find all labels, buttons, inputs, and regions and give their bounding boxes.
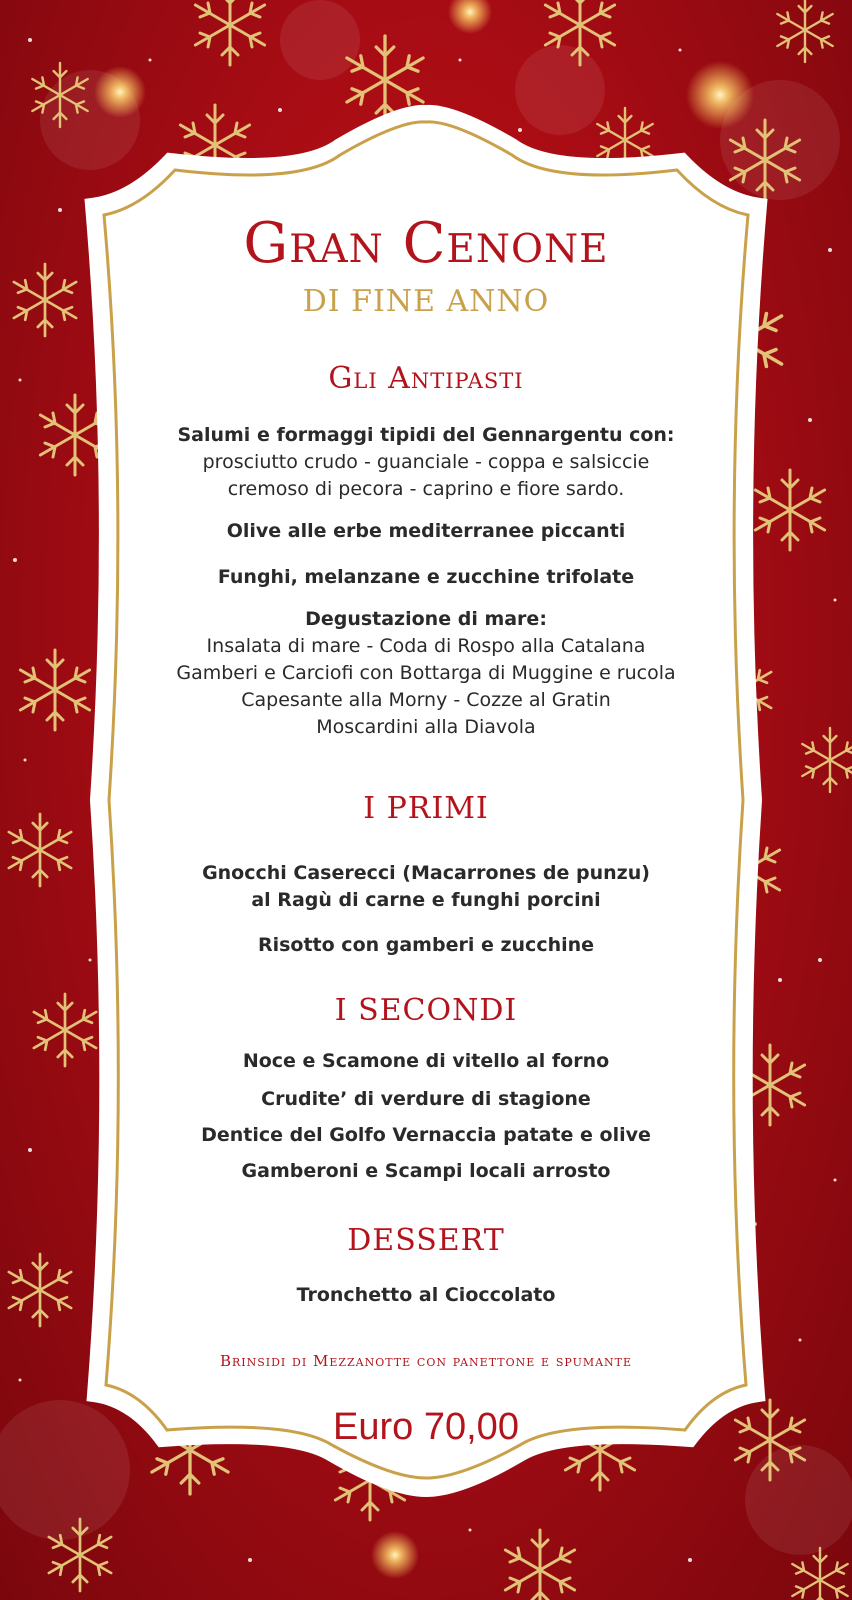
footer-note: Brinsidi di Mezzanotte con panettone e spumante	[219, 1352, 633, 1370]
section-heading-primi: I PRIMI	[363, 791, 489, 826]
section-heading-antipasti: Gli Antipasti	[328, 361, 524, 396]
dish-title: Crudite’ di verdure di stagione	[261, 1088, 591, 1110]
dish-title: Degustazione di mare:	[305, 608, 547, 630]
dish-title: Risotto con gamberi e zucchine	[257, 934, 595, 956]
dish-description: Insalata di mare - Coda di Rospo alla Catalana	[206, 635, 646, 657]
dish-title: al Ragù di carne e funghi porcini	[251, 889, 601, 911]
dessert-dish-tronchetto	[90, 1282, 762, 1309]
primi-dish-gnocchi	[90, 860, 762, 914]
antipasti-dish-funghi	[90, 564, 762, 591]
dish-title: Olive alle erbe mediterranee piccanti	[226, 520, 626, 542]
dish-title: Gnocchi Caserecci (Macarrones de punzu)	[202, 862, 650, 884]
menu-title: Gran Cenone	[243, 211, 609, 276]
antipasti-dish-olive	[90, 518, 762, 545]
dish-description: Capesante alla Morny - Cozze al Gratin	[241, 689, 611, 711]
dish-description: Moscardini alla Diavola	[316, 716, 536, 738]
secondi-dish-gamberoni	[90, 1158, 762, 1185]
secondi-dish-crudite	[90, 1086, 762, 1113]
dish-description: cremoso di pecora - caprino e fiore sardo.	[227, 478, 625, 500]
price: Euro 70,00	[333, 1406, 519, 1448]
antipasti-dish-salumi	[90, 422, 762, 503]
dish-title: Gamberoni e Scampi locali arrosto	[241, 1160, 611, 1182]
dish-description: Gamberi e Carciofi con Bottarga di Muggine e rucola	[176, 662, 676, 684]
section-heading-dessert: DESSERT	[347, 1223, 505, 1258]
secondi-dish-noce	[90, 1048, 762, 1075]
menu-subtitle: DI FINE ANNO	[302, 284, 550, 319]
secondi-dish-dentice	[90, 1122, 762, 1149]
primi-dish-risotto	[90, 932, 762, 959]
dish-title: Tronchetto al Cioccolato	[296, 1284, 556, 1306]
antipasti-dish-degustazione	[90, 606, 762, 741]
dish-title: Dentice del Golfo Vernaccia patate e olive	[201, 1124, 651, 1146]
dish-title: Noce e Scamone di vitello al forno	[242, 1050, 610, 1072]
dish-title: Salumi e formaggi tipidi del Gennargentu con:	[177, 424, 675, 446]
dish-description: prosciutto crudo - guanciale - coppa e salsiccie	[202, 451, 650, 473]
dish-title: Funghi, melanzane e zucchine trifolate	[217, 566, 635, 588]
section-heading-secondi: I SECONDI	[334, 993, 518, 1028]
